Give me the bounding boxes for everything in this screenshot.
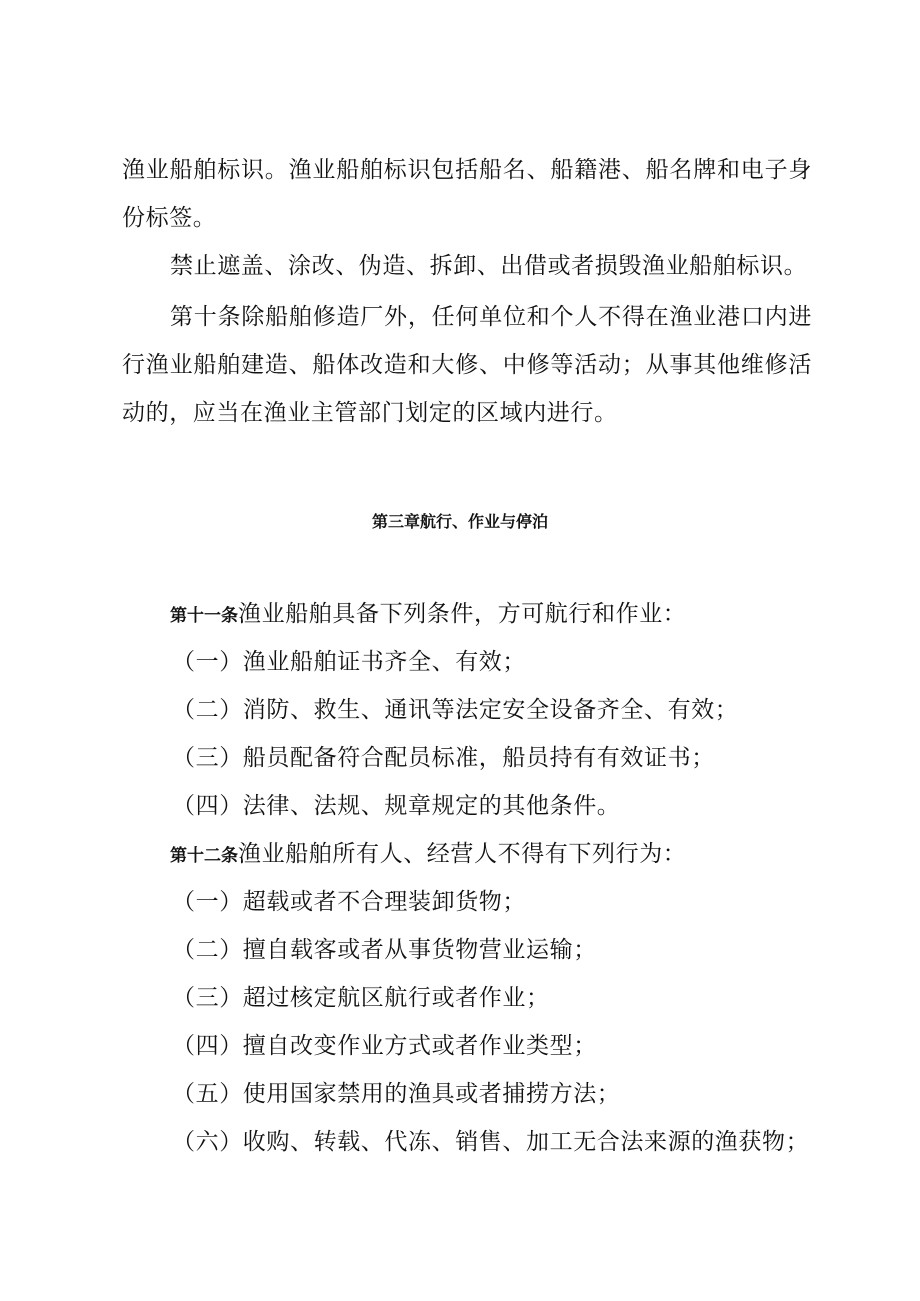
article-11-item-1: （一）渔业船舶证书齐全、有效； [172,649,526,675]
article-11-item-2: （二）消防、救生、通讯等法定安全设备齐全、有效； [172,697,739,723]
article-12 [170,830,686,880]
article-12-item-1: （一）超载或者不合理装卸货物； [172,889,526,915]
article-12-item-3: （三）超过核定航区航行或者作业； [172,985,550,1011]
article-11-text: 渔业船舶具备下列条件，方可航行和作业： [238,601,687,627]
paragraph-article-10: 第十条除船舶修造厂外，任何单位和个人不得在渔业港口内进行渔业船舶建造、船体改造和大修、中修等活动；从事其他维修活动的，应当在渔业主管部门划定的区域内进行。 [122,304,812,426]
article-12-item-4: （四）擅自改变作业方式或者作业类型； [172,1033,597,1059]
article-12-text: 渔业船舶所有人、经营人不得有下列行为： [238,841,687,867]
article-12-item-2: （二）擅自载客或者从事货物营业运输； [172,937,597,963]
article-12-item-6: （六）收购、转载、代冻、销售、加工无合法来源的渔获物； [172,1129,810,1155]
article-11-label: 第十一条 [170,606,238,626]
article-11-item-4: （四）法律、法规、规章规定的其他条件。 [172,793,621,819]
chapter-title: 第三章航行、作业与停泊 [371,512,548,531]
paragraph-marking-prohibition: 禁止遮盖、涂改、伪造、拆卸、出借或者损毁渔业船舶标识。 [170,253,808,279]
article-12-item-5: （五）使用国家禁用的渔具或者捕捞方法； [172,1081,621,1107]
article-11-item-3: （三）船员配备符合配员标准，船员持有有效证书； [172,745,715,771]
article-12-label: 第十二条 [170,846,238,866]
paragraph-vessel-markings: 渔业船舶标识。渔业船舶标识包括船名、船籍港、船名牌和电子身份标签。 [122,157,812,231]
article-11 [170,590,686,640]
